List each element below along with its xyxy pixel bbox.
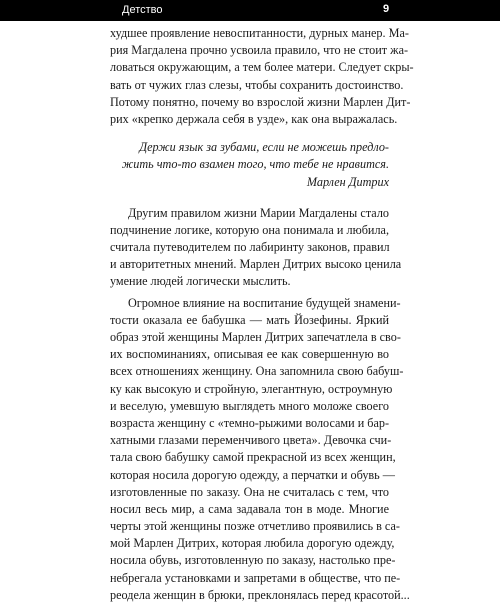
text-line: которая носила дорогую одежду, а перчатки и обувь — — [110, 467, 395, 482]
running-header — [0, 0, 500, 21]
text-line: Другим правилом жизни Марии Магдалены стало — [128, 205, 389, 220]
text-line: подчинение логике, которую она понимала и любила, — [110, 222, 389, 237]
text-line: возраста женщину с «темно-рыжими волосами и бар- — [110, 415, 390, 430]
text-line: ловаться окружающим, а тем более матери. Следует скры- — [110, 60, 414, 75]
text-line: считала путеводителем по лабиринту законов, правил — [110, 240, 390, 255]
text-line: вать от чужих глаз слезы, чтобы сохранить достоинство. — [110, 77, 404, 92]
paragraph-1 — [110, 25, 414, 128]
text-line: Огромное влияние на воспитание будущей знамени- — [128, 295, 401, 310]
text-line: реодела женщин в брюки, преклонялась перед красотой... — [110, 587, 410, 602]
text-line: рих «крепко держала себя в узде», как она выражалась. — [110, 111, 398, 126]
quote-line: Держи язык за зубами, если не можешь предло- — [139, 140, 389, 155]
paragraph-2 — [110, 205, 402, 291]
text-line: всех отношениях женщину. Она запомнила свою бабуш- — [110, 364, 404, 379]
text-line: образ этой женщины Марлен Дитрих запечатлела в сво- — [110, 330, 401, 344]
text-line: умение людей логически мыслить. — [110, 274, 291, 289]
text-line: носил весь мир, а сама задавала тон в моде. Многие — [110, 501, 389, 516]
quote-line: жить что-то взамен того, что тебе не нравится. — [121, 157, 389, 172]
text-line: худшее проявление невоспитанности, дурных манер. Ма- — [110, 26, 409, 40]
quote-author: Марлен Дитрих — [306, 174, 389, 189]
section-title: Детство — [122, 4, 163, 16]
text-line: черты этой женщины позже отчетливо проявились в са- — [110, 519, 400, 534]
text-line: Потому понятно, почему во взрослой жизни Марлен Дит- — [110, 94, 411, 109]
epigraph-quote — [110, 139, 389, 191]
text-line: и веселую, умевшую выглядеть много моложе своего — [110, 398, 389, 413]
page-number: 9 — [383, 3, 390, 15]
text-line: мой Марлен Дитрих, которая любила дорогую одежду, — [110, 536, 395, 551]
text-line: тости оказала ее бабушка — мать Йозефины. Яркий — [110, 312, 389, 327]
page-body — [110, 25, 414, 608]
text-line: ку как высокую и стройную, элегантную, остроумную — [110, 381, 393, 396]
text-line: носила обувь, изготовленную по заказу, настолько пре- — [110, 553, 396, 568]
text-line: их воспоминаниях, описывая ее как совершенную во — [110, 347, 389, 362]
paragraph-3 — [110, 295, 410, 604]
text-line: тала свою бабушку самой прекрасной из всех женщин, — [110, 450, 396, 465]
text-line: и авторитетных мнений. Марлен Дитрих высоко ценила — [110, 257, 402, 272]
text-line: изготовленные по заказу. Она не считалась с тем, что — [110, 484, 389, 499]
text-line: хатными глазами переменчивого цвета». Девочка счи- — [110, 433, 392, 448]
text-line: небрегала установками и запретами в обществе, что пе- — [110, 570, 401, 585]
text-line: рия Магдалена прочно усвоила правило, что не стоит жа- — [110, 43, 409, 58]
